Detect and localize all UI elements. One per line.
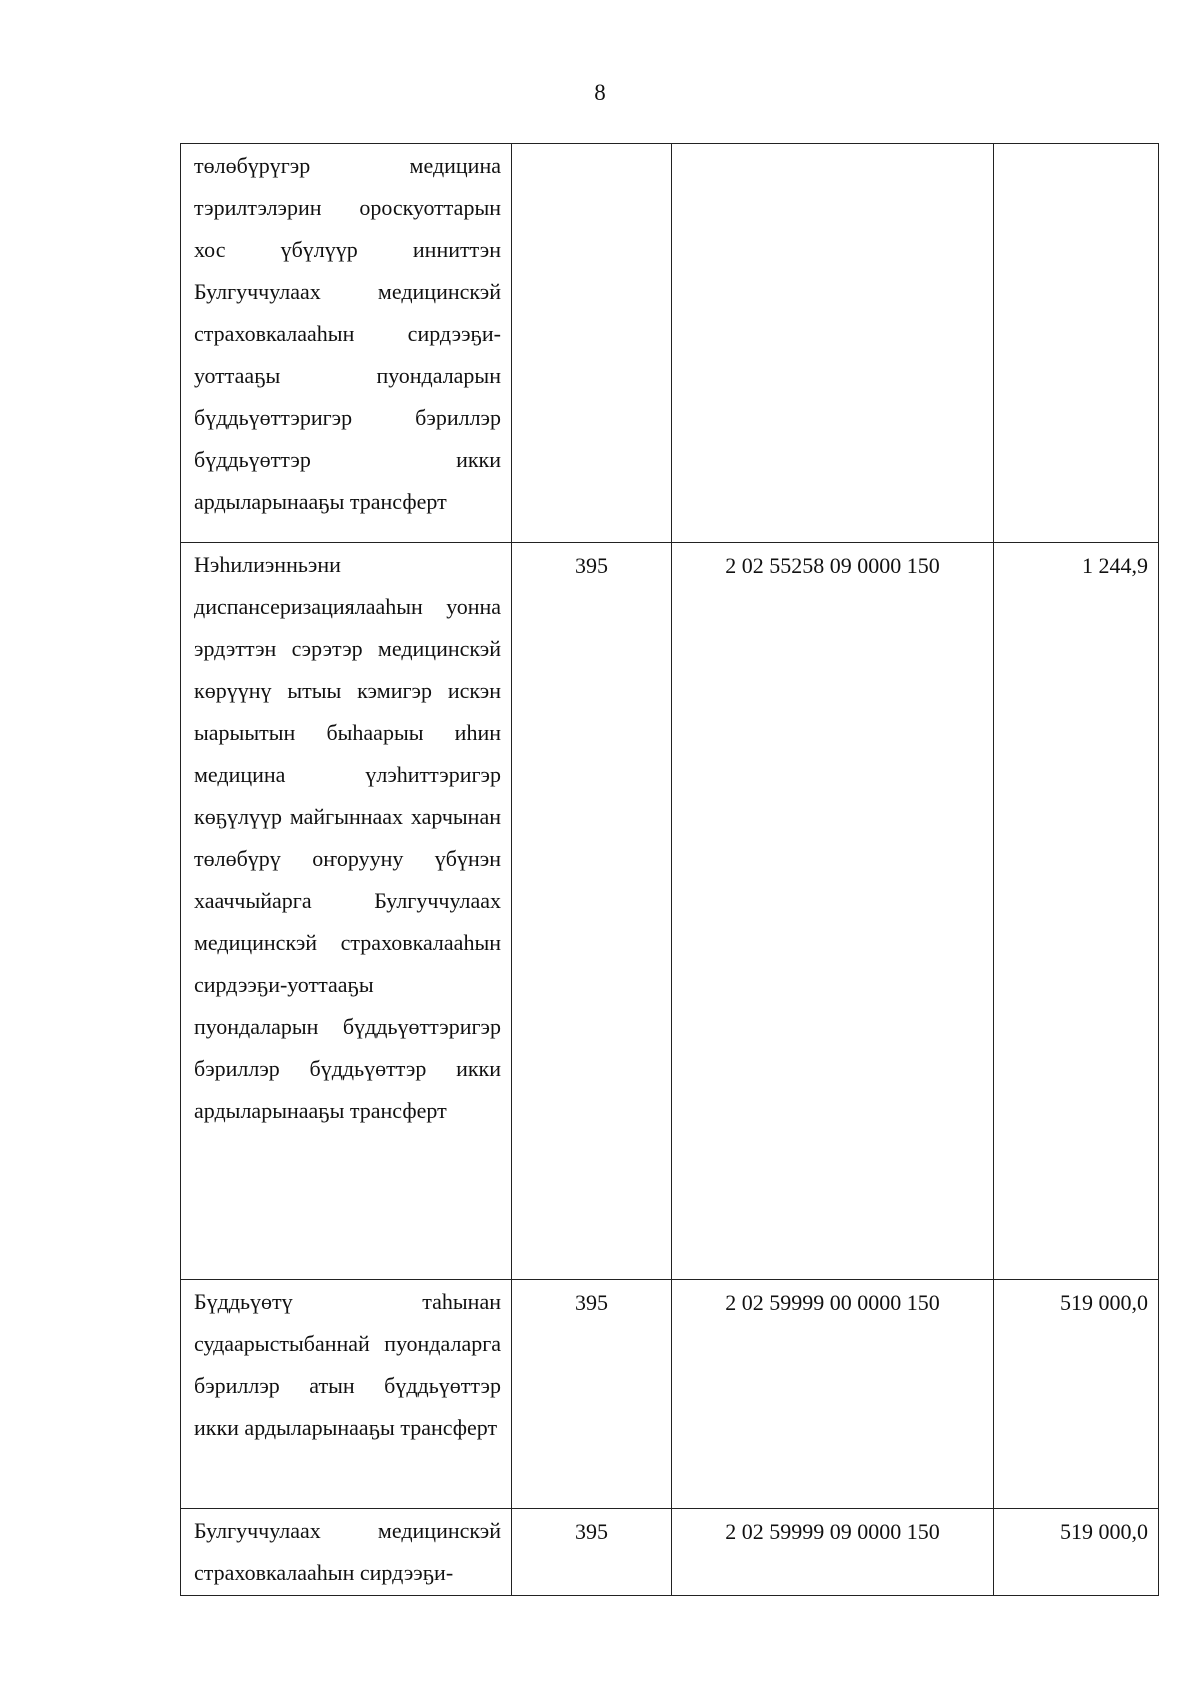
amount-cell <box>994 1509 1159 1596</box>
budget-classification-code: 2 02 59999 00 0000 150 <box>725 1290 940 1315</box>
admin-code <box>512 144 671 146</box>
amount-cell <box>994 1280 1159 1509</box>
admin-code: 395 <box>575 1290 608 1315</box>
budget-code-cell <box>672 144 994 543</box>
table-row <box>181 1509 1159 1596</box>
budget-classification-code: 2 02 59999 09 0000 150 <box>725 1519 940 1544</box>
description-cell <box>181 543 512 1280</box>
budget-classification-code: 2 02 55258 09 0000 150 <box>725 553 940 578</box>
budget-code-cell <box>672 543 994 1280</box>
budget-code-cell <box>672 1509 994 1596</box>
admin-code-cell <box>512 1509 672 1596</box>
admin-code: 395 <box>575 1519 608 1544</box>
budget-classification-code <box>672 144 993 146</box>
row-description: Бүддьүөтү таһынан судаарыстыбаннай пуондаларга бэриллэр атын бүддьүөттэр икки ардыларынааҕы трансферт <box>194 1289 501 1440</box>
admin-code-cell <box>512 543 672 1280</box>
row-description: төлөбүрүгэр медицина тэрилтэлэрин ороскуоттарын хос үбүлүүр инниттэн Булгуччулаах медицинскэй страховкалааһын сирдээҕи-уоттааҕы пуондаларын бүддьүөттэригэр бэриллэр бүддьүөттэр икки ардыларынааҕы трансферт <box>194 153 501 514</box>
description-cell <box>181 1509 512 1596</box>
page-number: 8 <box>594 80 606 105</box>
description-cell <box>181 144 512 543</box>
row-description: Нэһилиэнньэни диспансеризациялааһын уонна эрдэттэн сэрэтэр медицинскэй көрүүнү ытыы кэмигэр искэн ыарыытын быһаарыы иһин медицина үлэһиттэригэр көҕүлүүр майгыннаах харчынан төлөбүрү оҥорууну үбүнэн хааччыйарга Булгуччулаах медицинскэй страховкалааһын сирдээҕи-уоттааҕы пуондаларын бүддьүөттэригэр бэриллэр бүддьүөттэр икки ардыларынааҕы трансферт <box>194 552 501 1123</box>
amount-cell <box>994 543 1159 1280</box>
table-row <box>181 144 1159 543</box>
description-cell <box>181 1280 512 1509</box>
amount-cell <box>994 144 1159 543</box>
admin-code: 395 <box>575 553 608 578</box>
row-description: Булгуччулаах медицинскэй страховкалааһын сирдээҕи- <box>194 1518 501 1585</box>
budget-table <box>180 143 1159 1596</box>
amount-value: 519 000,0 <box>1060 1519 1148 1544</box>
admin-code-cell <box>512 144 672 543</box>
table-row <box>181 543 1159 1280</box>
amount-value: 1 244,9 <box>1082 553 1148 578</box>
admin-code-cell <box>512 1280 672 1509</box>
amount-value <box>994 144 1158 146</box>
table-row <box>181 1280 1159 1509</box>
budget-code-cell <box>672 1280 994 1509</box>
amount-value: 519 000,0 <box>1060 1290 1148 1315</box>
